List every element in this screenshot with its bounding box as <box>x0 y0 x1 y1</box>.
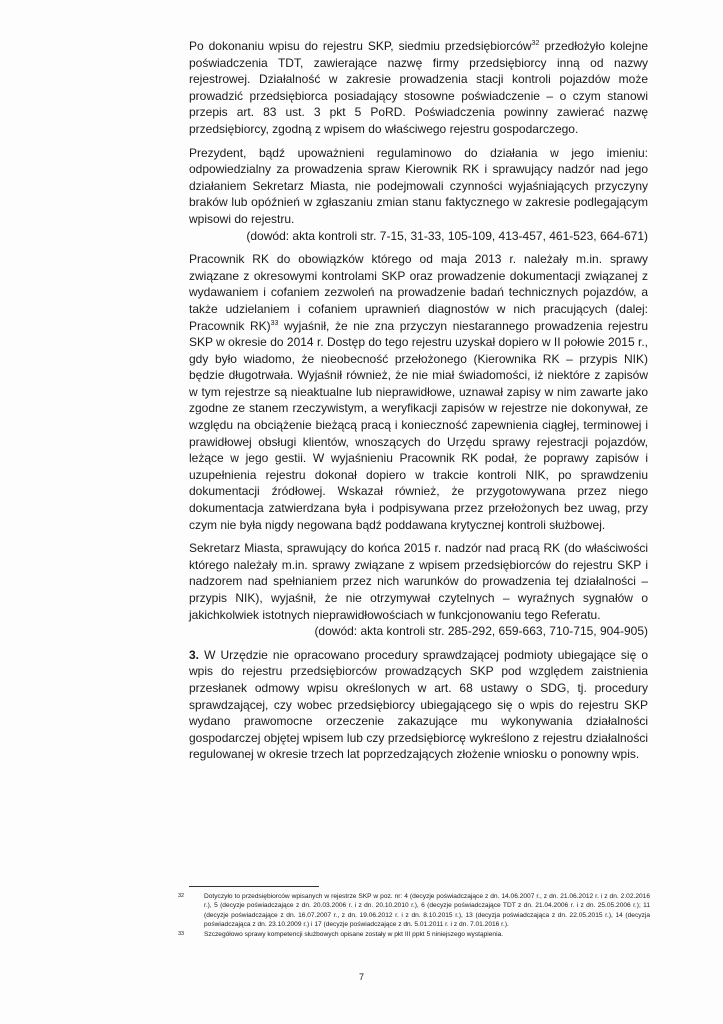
footnote-ref-33: 33 <box>270 319 279 327</box>
paragraph-2: Prezydent, bądź upoważnieni regulaminowo do działania w jego imieniu: odpowiedzialny za prowadzenia spraw Kierownik RK i sprawujący nadzór nad jego działaniem Sekretarz Miasta, nie podejmowali czynności wyjaśniających przyczyny braków lub opóźnień w zgłaszaniu zmian stanu faktycznego w zakresie podlegającym wpisowi do rejestru. <box>189 145 648 226</box>
section-number: 3. <box>189 647 200 662</box>
page-number: 7 <box>358 972 364 982</box>
paragraph-4: Sekretarz Miasta, sprawujący do końca 2015 r. nadzór nad pracą RK (do właściwości którego należały m.in. sprawy związane z wpisem przedsiębiorców do rejestru SKP i nadzorem nad spełnianiem przez nich warunków do prowadzenia tej działalności – przypis NIK), wyjaśnił, że nie otrzymywał czytelnych – wyraźnych sygnałów o jakichkolwiek istotnych nieprawidłowościach w funkcjonowaniu tego Referatu. <box>189 541 648 622</box>
footnotes <box>178 892 650 939</box>
footnote-divider <box>189 886 319 887</box>
footnote-33 <box>178 930 650 939</box>
evidence-note-2: (dowód: akta kontroli str. 285-292, 659-663, 710-715, 904-905) <box>314 624 648 639</box>
paragraph-1: Po dokonaniu wpisu do rejestru SKP, siedmiu przedsiębiorców$^{32}$ przedłożyło kolejne poświadczenia TDT, zawierające nazwę firmy przedsiębiorcy inną od nazwy rejestrowej. Działalność w zakresie prowadzenia stacji kontroli pojazdów może prowadzić przedsiębiorca posiadający stosowne poświadczenie – o czym stanowi przepis art. 83 ust. 3 pkt 5 PoRD. Poświadczenia powinny zawierać nazwę przedsiębiorcy, zgodną z wpisem do właściwego rejestru gospodarczego. <box>189 39 648 136</box>
footnote-number: 33 <box>178 930 185 937</box>
footnote-text: Dotyczyło to przedsiębiorców wpisanych w rejestrze SKP w poz. nr: 4 (decyzje poświadczające z dn. 14.06.2007 r., z dn. 21.06.2012 r. i z dn. 2.02.2016 r.), 5 (decyzje poświadczające z dn. 20.03.2006 r. i z dn. 20.10.2010 r.), 6 (decyzje poświadczające TDT z dn. 21.04.2006 r. i z dn. 25.05.2006 r.); 11 (decyzje poświadczające z dn. 16.07.2007 r., z dn. 19.06.2012 r. i z dn. 8.10.2015 r.), 13 (decyzja poświadczająca z dn. 22.05.2015 r.), 14 (decyzja poświadczająca z dn. 23.10.2009 r.) i 17 (decyzje poświadczające z dn. 5.01.2011 r. i z dn. 7.01.2016 r.). <box>204 893 650 929</box>
footnote-number: 32 <box>178 893 185 899</box>
footnote-ref-32: 32 <box>531 40 540 47</box>
main-text <box>189 38 648 770</box>
evidence-note-1: (dowód: akta kontroli str. 7-15, 31-33, 105-109, 413-457, 461-523, 664-671) <box>246 228 648 243</box>
footnote-32 <box>178 892 650 930</box>
paragraph-3: Pracownik RK do obowiązków którego od maja 2013 r. należały m.in. sprawy związane z okresowymi kontrolami SKP oraz prowadzenie dokumentacji związanej z wydawaniem i cofaniem zezwoleń na prowadzenie badań technicznych pojazdów, a także udzielaniem i cofaniem uprawnień diagnostów w nich pracujących (dalej: Pracownik RK)$^{33}$ wyjaśnił, że nie zna przyczyn niestarannego prowadzenia rejestru SKP w okresie do 2014 r. Dostęp do tego rejestru uzyskał dopiero w II połowie 2015 r., gdy było wiadomo, że nieobecność przełożonego (Kierownika RK – przypis NIK) będzie długotrwała. Wyjaśnił również, że nie miał świadomości, iż niektóre z zapisów w tym rejestrze są nieaktualne lub nieprawidłowe, uznawał zapisy w nim zawarte jako zgodne ze stanem rzeczywistym, a weryfikacji zapisów w rejestrze nie dokonywał, ze względu na obciążenie bieżącą pracą i konieczność zapewnienia ciągłej, terminowej i prawidłowej obsługi klientów, wnoszących do Urzędu sprawy rejestracji pojazdów, leżące w jego gestii. W wyjaśnieniu Pracownik RK podał, że poprawy zapisów i uzupełnienia rejestru dokonał dopiero w trakcie kontroli NIK, po sprawdzeniu dokumentacji źródłowej. Wskazał również, że przygotowywana przez niego dokumentacja zatwierdzana była i podpisywana przez przełożonych bez uwag, przy czym nie była nigdy negowana bądź poddawana krytycznej kontroli służbowej. <box>189 252 649 532</box>
footnote-text: Szczegółowo sprawy kompetencji służbowych opisane zostały w pkt III ppkt 5 niniejszego wystąpienia. <box>204 930 504 938</box>
paragraph-5: 3. W Urzędzie nie opracowano procedury sprawdzającej podmioty ubiegające się o wpis do rejestru przedsiębiorców prowadzących SKP pod względem zaistnienia przesłanek odmowy wpisu określonych w art. 68 ustawy o SDG, tj. procedury sprawdzającej, czy wobec przedsiębiorcy ubiegającego się o wpis do rejestru SKP wydano prawomocne orzeczenie zakazujące mu wykonywania działalności gospodarczej objętej wpisem lub czy przedsiębiorcę wykreślono z rejestru działalności regulowanej w okresie trzech lat poprzedzających złożenie wniosku o ponowny wpis. <box>189 647 648 762</box>
